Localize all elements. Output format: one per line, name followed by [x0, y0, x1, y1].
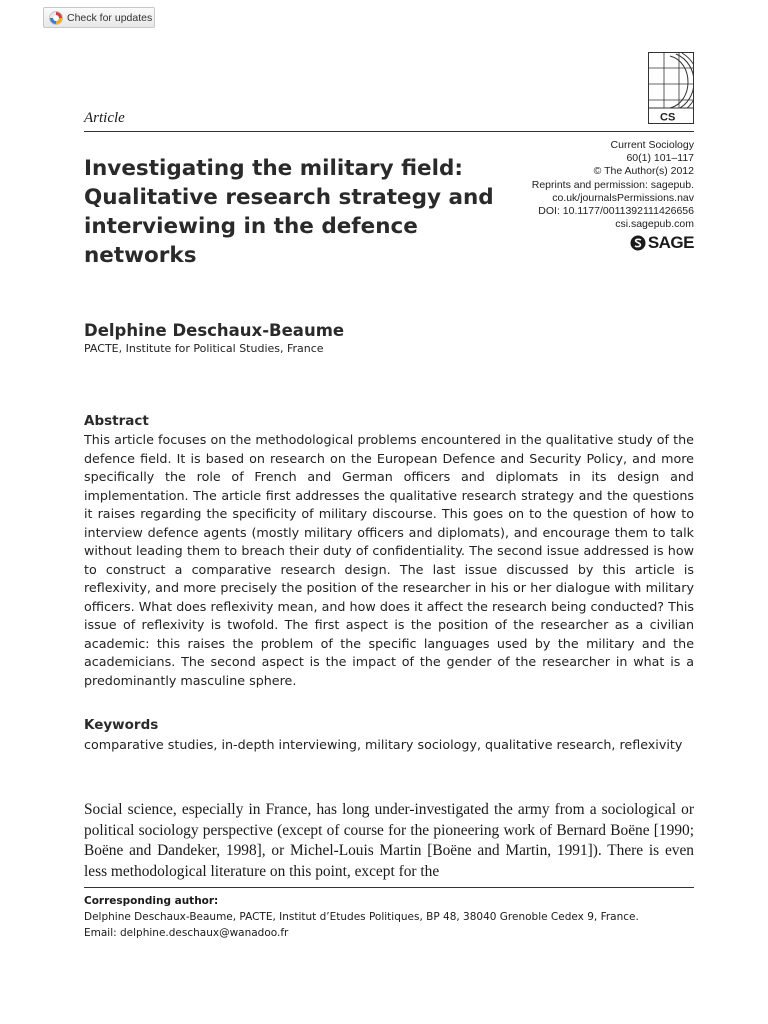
- body-paragraph: Social science, especially in France, has long under-investigated the army from a sociological or political sociology perspective (except of course for the pioneering work of Bernard Boëne [1990; Boëne and Dandeker, 1998], or Michel-Louis Martin [Boëne and Martin, 1991]). There is even less methodological literature on this point, except for the: [84, 801, 694, 880]
- article-title: Investigating the military field: Qualitative research strategy and interviewing in the defence networks: [84, 156, 494, 268]
- abstract-heading: Abstract: [84, 413, 149, 429]
- check-for-updates-button[interactable]: [43, 7, 155, 28]
- corresponding-author-email[interactable]: Email: delphine.deschaux@wanadoo.fr: [84, 927, 289, 939]
- keywords-text: comparative studies, in-depth interviewing, military sociology, qualitative research, reflexivity: [84, 737, 683, 752]
- keywords-heading: Keywords: [84, 717, 159, 733]
- journal-copyright: © The Author(s) 2012: [593, 165, 694, 178]
- check-for-updates-label: Check for updates: [67, 11, 153, 24]
- journal-issue: 60(1) 101–117: [626, 152, 694, 165]
- journal-site[interactable]: csi.sagepub.com: [615, 218, 694, 231]
- corresponding-author-address: Delphine Deschaux-Beaume, PACTE, Institut d’Etudes Politiques, BP 48, 38040 Grenoble Cedex 9, France.: [84, 911, 639, 923]
- footer-divider: [84, 887, 694, 888]
- author-name: Delphine Deschaux-Beaume: [84, 321, 345, 340]
- header-divider: [84, 131, 694, 132]
- publisher-name: SAGE: [647, 233, 694, 252]
- sage-s-icon: [630, 235, 646, 251]
- update-status-icon: [49, 11, 63, 25]
- journal-name: Current Sociology: [610, 139, 694, 151]
- corresponding-author-heading: Corresponding author:: [84, 895, 219, 907]
- publisher-logo: [630, 234, 694, 252]
- journal-logo: [648, 52, 694, 124]
- article-type-label: Article: [84, 110, 125, 126]
- journal-doi[interactable]: DOI: 10.1177/0011392111426656: [538, 205, 694, 218]
- author-affiliation: PACTE, Institute for Political Studies, France: [84, 342, 324, 355]
- logo-text: CS: [660, 111, 676, 124]
- reprints-line-2[interactable]: co.uk/journalsPermissions.nav: [552, 191, 694, 204]
- journal-metadata: [532, 139, 694, 231]
- abstract-text: This article focuses on the methodological problems encountered in the qualitative study of the defence field. It is based on research on the European Defence and Security Policy, and more specifically the role of French and German officers and diplomats in its design and implementation. The article first addresses the qualitative research strategy and the questions it raises regarding the specificity of military discourse. This goes on to the question of how to interview defence agents (mostly military officers and diplomats), and encourage them to talk without leading them to breach their duty of confidentiality. The second issue addressed is how to construct a comparative research design. The last issue discussed by this article is reflexivity, and more precisely the position of the researcher in his or her dialogue with military officers. What does reflexivity mean, and how does it affect the research being conducted? This issue of reflexivity is twofold. The first aspect is the position of the researcher as a civilian academic: this raises the problem of the specific languages used by the military and the academicians. The second aspect is the impact of the gender of the researcher in what is a predominantly masculine sphere.: [84, 432, 694, 688]
- reprints-line-1: Reprints and permission: sagepub.: [531, 178, 694, 191]
